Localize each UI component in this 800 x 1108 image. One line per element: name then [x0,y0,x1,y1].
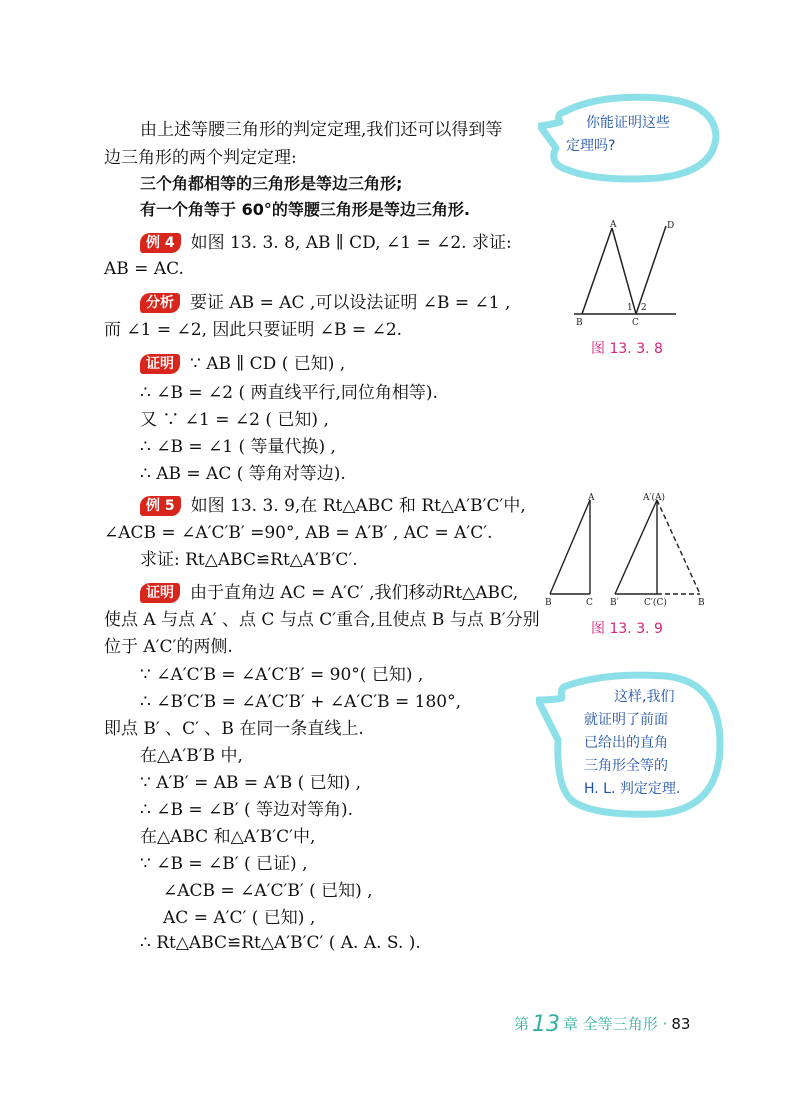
bubble-2-line-2: 已给出的直角 [584,735,668,751]
line-ab [582,228,612,314]
label-c2: C′(C) [644,598,667,608]
figure-2-caption: 图 13. 3. 9 [591,621,663,637]
text-line [140,494,526,518]
text-line [140,663,423,687]
text-line-content: ∵ A′B′ = AB = A′B ( 已知) , [140,773,362,793]
text-line-content: ∵ AB ∥ CD ( 已知) , [190,354,346,374]
label-a: A [610,220,617,230]
text-line [140,198,470,222]
text-line [163,879,373,903]
text-line [104,635,233,659]
thought-bubble-1 [538,92,720,184]
text-line-content: ∵ ∠A′C′B = ∠A′C′B′ = 90°( 已知) , [140,665,424,685]
bubble-1-line-0: 你能证明这些 [586,115,670,131]
text-line-content: 位于 A′C′的两侧. [104,637,233,657]
text-line-content: 边三角形的两个判定定理: [104,148,297,168]
page-number: 83 [671,1015,691,1033]
label-a2: A′(A) [643,493,666,503]
bubble-2-line-1: 就证明了前面 [584,712,668,728]
label-b2: B′ [610,598,619,608]
text-line-content: ∴ ∠B = ∠1 ( 等量代换) , [140,437,336,457]
label-c: C [632,318,639,328]
text-line-content: 求证: Rt△ABC≌Rt△A′B′C′. [140,550,358,570]
text-line [104,257,184,281]
text-line [140,172,402,196]
line-ab-left [550,500,590,594]
label-angle-2: 2 [641,303,647,313]
text-line-content: ∴ Rt△ABC≌Rt△A′B′C′ ( A. A. S. ). [140,933,421,953]
text-line [140,690,461,714]
line-cd [636,226,666,314]
footer-chapter-title: 章 全等三角形 · [563,1015,668,1033]
text-line-content: 在△A′B′B 中, [140,746,243,766]
bubble-2-line-0: 这样,我们 [614,689,675,705]
text-line [140,744,243,768]
text-line [140,931,421,955]
text-line [140,771,361,795]
text-line-content: ∴ AB = AC ( 等角对等边). [140,464,346,484]
text-line [140,352,345,376]
text-line [140,825,315,849]
text-line [140,435,336,459]
text-line-content: 三个角都相等的三角形是等边三角形; [140,174,403,193]
text-line-content: 有一个角等于 60°的等腰三角形是等边三角形. [140,200,470,219]
bubble-2-line-3: 三角形全等的 [584,758,668,774]
figure-1-caption: 图 13. 3. 8 [591,341,663,357]
text-line [140,581,518,605]
text-line-content: 而 ∠1 = ∠2, 因此只要证明 ∠B = ∠2. [104,320,403,340]
text-line-content: ∴ ∠B = ∠B′ ( 等边对等角). [140,800,354,820]
text-line-content: 使点 A 与点 A′ 、点 C 与点 C′重合,且使点 B 与点 B′分别 [104,610,540,630]
text-line-content: 如图 13. 3. 9,在 Rt△ABC 和 Rt△A′B′C′中, [190,496,526,516]
line-a2b2 [615,500,657,594]
label-d: D [667,221,675,231]
text-line [140,231,512,255]
section-badge: 分析 [140,293,180,313]
bubble-2-line-4: H. L. 判定定理. [584,781,681,797]
text-line [104,146,297,170]
text-line-content: AC = A′C′ ( 已知) , [163,908,316,928]
text-line [104,318,402,342]
text-line-content: ∠ACB = ∠A′C′B′ =90°, AB = A′B′ , AC = A′C′. [104,523,493,543]
figure-13-3-9 [540,492,720,614]
text-line-content: ∵ ∠B = ∠B′ ( 已证) , [140,854,308,874]
label-b-left: B [545,598,552,608]
text-line [163,906,315,930]
line-a2b-dashed [657,500,700,594]
label-angle-1: 1 [627,303,633,313]
text-line-content: ∠ACB = ∠A′C′B′ ( 已知) , [163,881,373,901]
text-line [140,408,329,432]
text-line [140,462,346,486]
text-line-content: ∴ ∠B′C′B = ∠A′C′B′ + ∠A′C′B = 180°, [140,692,462,712]
chapter-number: 13 [532,1012,561,1037]
text-line [104,717,364,741]
section-badge: 证明 [140,354,180,374]
text-line-content: 在△ABC 和△A′B′C′中, [140,827,316,847]
text-line-content: 如图 13. 3. 8, AB ∥ CD, ∠1 = ∠2. 求证: [190,233,512,253]
footer-prefix: 第 [514,1015,530,1033]
text-line-content: ∴ ∠B = ∠2 ( 两直线平行,同位角相等). [140,383,438,403]
figure-13-3-8 [568,218,680,334]
text-line [140,118,502,142]
text-line-content: AB = AC. [104,259,184,279]
text-line-content: 由于直角边 AC = A′C′ ,我们移动Rt△ABC, [190,583,519,603]
bubble-1-line-1: 定理吗? [566,138,616,154]
text-line [140,381,438,405]
text-line [140,291,510,315]
text-line [140,798,353,822]
line-ac [612,228,636,314]
label-b: B [576,318,583,328]
page-footer [514,1012,690,1037]
label-a-left: A [588,493,595,503]
text-line [140,852,308,876]
section-badge: 证明 [140,583,180,603]
text-line-content: 即点 B′ 、C′ 、B 在同一条直线上. [104,719,364,739]
thought-bubble-2 [536,670,726,820]
label-b-right: B [698,598,705,608]
section-badge: 例 4 [140,233,181,253]
text-line [104,608,540,632]
text-line [104,521,493,545]
text-line [140,548,358,572]
label-c-left: C [586,598,593,608]
text-line-content: 由上述等腰三角形的判定定理,我们还可以得到等 [140,120,503,140]
text-line-content: 又 ∵ ∠1 = ∠2 ( 已知) , [140,410,329,430]
text-line-content: 要证 AB = AC ,可以设法证明 ∠B = ∠1 , [190,293,511,313]
section-badge: 例 5 [140,496,181,516]
